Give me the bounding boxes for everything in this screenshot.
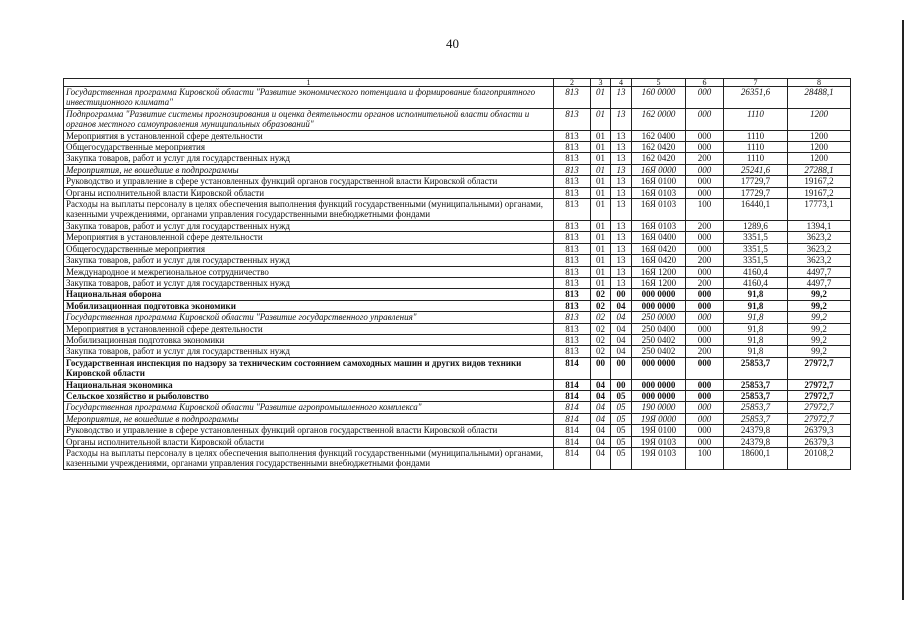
table-row	[64, 266, 851, 277]
code-subsection-cell: 00	[611, 289, 632, 300]
code-admin-cell: 814	[554, 357, 591, 379]
code-target-cell: 16Я 0400	[632, 232, 686, 243]
table-row	[64, 255, 851, 266]
row-name-cell: Расходы на выплаты персоналу в целях обеспечения выполнения функций государственными (муниципальными) органами, казенными учреждениями, органами управления государственными внебюджетными фондами	[64, 448, 554, 470]
row-name-cell: Закупка товаров, работ и услуг для государственных нужд	[64, 153, 554, 164]
row-name-cell: Органы исполнительной власти Кировской области	[64, 436, 554, 447]
header-cell: 6	[686, 79, 724, 87]
code-section-cell: 01	[591, 164, 611, 175]
code-admin-cell: 813	[554, 323, 591, 334]
header-cell: 3	[591, 79, 611, 87]
table-row	[64, 334, 851, 345]
row-name-cell: Закупка товаров, работ и услуг для государственных нужд	[64, 255, 554, 266]
code-type-cell: 200	[686, 255, 724, 266]
code-section-cell: 00	[591, 357, 611, 379]
code-section-cell: 02	[591, 289, 611, 300]
amount-year1-cell: 17729,7	[724, 187, 788, 198]
row-name-cell: Международное и межрегиональное сотрудничество	[64, 266, 554, 277]
table-row	[64, 390, 851, 401]
code-subsection-cell: 13	[611, 87, 632, 109]
code-target-cell: 16Я 0103	[632, 220, 686, 231]
code-target-cell: 000 0000	[632, 379, 686, 390]
amount-year1-cell: 3351,5	[724, 232, 788, 243]
code-type-cell: 200	[686, 277, 724, 288]
code-subsection-cell: 13	[611, 243, 632, 254]
row-name-cell: Органы исполнительной власти Кировской области	[64, 187, 554, 198]
table-row	[64, 153, 851, 164]
code-type-cell: 200	[686, 153, 724, 164]
amount-year2-cell: 28488,1	[788, 87, 851, 109]
row-name-cell: Сельское хозяйство и рыболовство	[64, 390, 554, 401]
code-admin-cell: 814	[554, 390, 591, 401]
table-row	[64, 402, 851, 413]
code-admin-cell: 813	[554, 220, 591, 231]
code-section-cell: 02	[591, 334, 611, 345]
code-target-cell: 160 0000	[632, 87, 686, 109]
code-admin-cell: 813	[554, 176, 591, 187]
code-section-cell: 01	[591, 130, 611, 141]
amount-year1-cell: 26351,6	[724, 87, 788, 109]
code-type-cell: 000	[686, 176, 724, 187]
code-admin-cell: 813	[554, 277, 591, 288]
code-type-cell: 000	[686, 164, 724, 175]
code-type-cell: 000	[686, 300, 724, 311]
amount-year2-cell: 1200	[788, 153, 851, 164]
code-target-cell: 19Я 0000	[632, 413, 686, 424]
amount-year2-cell: 3623,2	[788, 243, 851, 254]
code-section-cell: 01	[591, 255, 611, 266]
table-row	[64, 243, 851, 254]
amount-year2-cell: 1200	[788, 108, 851, 130]
code-subsection-cell: 13	[611, 153, 632, 164]
code-type-cell: 000	[686, 357, 724, 379]
amount-year1-cell: 1110	[724, 153, 788, 164]
amount-year1-cell: 1110	[724, 142, 788, 153]
amount-year2-cell: 99,2	[788, 289, 851, 300]
code-type-cell: 000	[686, 402, 724, 413]
code-type-cell: 000	[686, 130, 724, 141]
code-admin-cell: 814	[554, 436, 591, 447]
amount-year1-cell: 91,8	[724, 323, 788, 334]
code-subsection-cell: 04	[611, 323, 632, 334]
code-admin-cell: 813	[554, 130, 591, 141]
code-subsection-cell: 04	[611, 300, 632, 311]
row-name-cell: Национальная оборона	[64, 289, 554, 300]
code-admin-cell: 813	[554, 87, 591, 109]
code-type-cell: 000	[686, 390, 724, 401]
row-name-cell: Мобилизационная подготовка экономики	[64, 300, 554, 311]
row-name-cell: Государственная программа Кировской области "Развитие государственного управления"	[64, 312, 554, 323]
code-target-cell: 16Я 0420	[632, 255, 686, 266]
row-name-cell: Мероприятия, не вошедшие в подпрограммы	[64, 413, 554, 424]
row-name-cell: Общегосударственные мероприятия	[64, 243, 554, 254]
amount-year2-cell: 27972,7	[788, 357, 851, 379]
code-type-cell: 000	[686, 379, 724, 390]
code-type-cell: 000	[686, 436, 724, 447]
amount-year2-cell: 27288,1	[788, 164, 851, 175]
code-section-cell: 01	[591, 243, 611, 254]
code-type-cell: 000	[686, 243, 724, 254]
row-name-cell: Подпрограмма "Развитие системы прогнозирования и оценка деятельности органов исполнительной власти области и органов местного самоуправления муниципальных образований"	[64, 108, 554, 130]
table-row	[64, 346, 851, 357]
amount-year2-cell: 1200	[788, 142, 851, 153]
code-type-cell: 000	[686, 232, 724, 243]
code-target-cell: 16Я 0103	[632, 199, 686, 221]
code-section-cell: 01	[591, 176, 611, 187]
header-cell: 4	[611, 79, 632, 87]
amount-year2-cell: 27972,7	[788, 413, 851, 424]
code-admin-cell: 814	[554, 402, 591, 413]
amount-year1-cell: 4160,4	[724, 266, 788, 277]
code-target-cell: 19Я 0100	[632, 425, 686, 436]
code-type-cell: 000	[686, 323, 724, 334]
row-name-cell: Государственная программа Кировской области "Развитие агропромышленного комплекса"	[64, 402, 554, 413]
code-section-cell: 04	[591, 436, 611, 447]
amount-year2-cell: 27972,7	[788, 402, 851, 413]
amount-year2-cell: 3623,2	[788, 232, 851, 243]
amount-year2-cell: 3623,2	[788, 255, 851, 266]
code-section-cell: 01	[591, 232, 611, 243]
table-row	[64, 448, 851, 470]
table-row	[64, 413, 851, 424]
code-admin-cell: 813	[554, 232, 591, 243]
code-subsection-cell: 13	[611, 108, 632, 130]
code-subsection-cell: 04	[611, 312, 632, 323]
row-name-cell: Мероприятия в установленной сфере деятельности	[64, 130, 554, 141]
amount-year2-cell: 19167,2	[788, 176, 851, 187]
code-subsection-cell: 00	[611, 357, 632, 379]
code-section-cell: 02	[591, 323, 611, 334]
code-admin-cell: 814	[554, 413, 591, 424]
code-target-cell: 162 0000	[632, 108, 686, 130]
amount-year1-cell: 25853,7	[724, 357, 788, 379]
code-subsection-cell: 05	[611, 390, 632, 401]
table-row	[64, 87, 851, 109]
table-row	[64, 289, 851, 300]
code-admin-cell: 813	[554, 312, 591, 323]
code-target-cell: 250 0000	[632, 312, 686, 323]
amount-year2-cell: 99,2	[788, 323, 851, 334]
code-subsection-cell: 13	[611, 176, 632, 187]
amount-year2-cell: 17773,1	[788, 199, 851, 221]
code-subsection-cell: 13	[611, 130, 632, 141]
code-subsection-cell: 13	[611, 220, 632, 231]
code-section-cell: 01	[591, 87, 611, 109]
table-row	[64, 142, 851, 153]
code-subsection-cell: 04	[611, 334, 632, 345]
code-target-cell: 190 0000	[632, 402, 686, 413]
code-section-cell: 04	[591, 448, 611, 470]
table-row	[64, 357, 851, 379]
code-subsection-cell: 04	[611, 346, 632, 357]
row-name-cell: Закупка товаров, работ и услуг для государственных нужд	[64, 277, 554, 288]
amount-year2-cell: 4497,7	[788, 266, 851, 277]
code-section-cell: 04	[591, 413, 611, 424]
code-target-cell: 19Я 0103	[632, 436, 686, 447]
amount-year1-cell: 1110	[724, 130, 788, 141]
amount-year2-cell: 19167,2	[788, 187, 851, 198]
amount-year1-cell: 91,8	[724, 334, 788, 345]
code-subsection-cell: 13	[611, 164, 632, 175]
amount-year1-cell: 3351,5	[724, 243, 788, 254]
code-subsection-cell: 13	[611, 232, 632, 243]
amount-year1-cell: 91,8	[724, 312, 788, 323]
header-cell: 7	[724, 79, 788, 87]
row-name-cell: Общегосударственные мероприятия	[64, 142, 554, 153]
code-section-cell: 01	[591, 220, 611, 231]
budget-table	[63, 78, 851, 470]
code-type-cell: 000	[686, 289, 724, 300]
code-subsection-cell: 13	[611, 142, 632, 153]
code-target-cell: 16Я 0000	[632, 164, 686, 175]
amount-year1-cell: 25853,7	[724, 402, 788, 413]
amount-year1-cell: 4160,4	[724, 277, 788, 288]
code-section-cell: 02	[591, 312, 611, 323]
code-admin-cell: 814	[554, 448, 591, 470]
table-row	[64, 436, 851, 447]
code-target-cell: 000 0000	[632, 390, 686, 401]
amount-year1-cell: 25241,6	[724, 164, 788, 175]
code-subsection-cell: 13	[611, 277, 632, 288]
amount-year2-cell: 26379,3	[788, 425, 851, 436]
header-cell: 8	[788, 79, 851, 87]
code-target-cell: 162 0420	[632, 142, 686, 153]
code-admin-cell: 813	[554, 199, 591, 221]
table-row	[64, 176, 851, 187]
table-row	[64, 108, 851, 130]
code-type-cell: 000	[686, 334, 724, 345]
code-subsection-cell: 13	[611, 199, 632, 221]
code-target-cell: 16Я 0420	[632, 243, 686, 254]
amount-year1-cell: 25853,7	[724, 379, 788, 390]
table-row	[64, 425, 851, 436]
code-section-cell: 01	[591, 108, 611, 130]
amount-year1-cell: 17729,7	[724, 176, 788, 187]
table-row	[64, 130, 851, 141]
amount-year2-cell: 4497,7	[788, 277, 851, 288]
code-target-cell: 16Я 1200	[632, 266, 686, 277]
code-target-cell: 162 0420	[632, 153, 686, 164]
code-subsection-cell: 13	[611, 266, 632, 277]
header-cell: 1	[64, 79, 554, 87]
amount-year2-cell: 99,2	[788, 346, 851, 357]
row-name-cell: Мобилизационная подготовка экономики	[64, 334, 554, 345]
amount-year1-cell: 91,8	[724, 289, 788, 300]
row-name-cell: Мероприятия, не вошедшие в подпрограммы	[64, 164, 554, 175]
code-subsection-cell: 13	[611, 187, 632, 198]
code-admin-cell: 813	[554, 164, 591, 175]
code-admin-cell: 813	[554, 142, 591, 153]
row-name-cell: Закупка товаров, работ и услуг для государственных нужд	[64, 346, 554, 357]
table-row	[64, 300, 851, 311]
code-type-cell: 000	[686, 266, 724, 277]
table-row	[64, 277, 851, 288]
code-admin-cell: 813	[554, 243, 591, 254]
table-row	[64, 199, 851, 221]
table-row	[64, 232, 851, 243]
row-name-cell: Закупка товаров, работ и услуг для государственных нужд	[64, 220, 554, 231]
amount-year1-cell: 18600,1	[724, 448, 788, 470]
row-name-cell: Национальная экономика	[64, 379, 554, 390]
code-target-cell: 250 0402	[632, 346, 686, 357]
amount-year2-cell: 1200	[788, 130, 851, 141]
amount-year1-cell: 1110	[724, 108, 788, 130]
header-cell: 2	[554, 79, 591, 87]
row-name-cell: Государственная инспекция по надзору за техническим состоянием самоходных машин и других видов техники Кировской области	[64, 357, 554, 379]
table-row	[64, 323, 851, 334]
code-type-cell: 100	[686, 199, 724, 221]
code-target-cell: 16Я 0103	[632, 187, 686, 198]
code-type-cell: 000	[686, 108, 724, 130]
code-type-cell: 000	[686, 87, 724, 109]
code-type-cell: 100	[686, 448, 724, 470]
amount-year2-cell: 27972,7	[788, 379, 851, 390]
amount-year2-cell: 20108,2	[788, 448, 851, 470]
table-header-row	[64, 79, 851, 87]
code-section-cell: 01	[591, 153, 611, 164]
code-admin-cell: 813	[554, 108, 591, 130]
code-subsection-cell: 00	[611, 379, 632, 390]
amount-year1-cell: 3351,5	[724, 255, 788, 266]
code-section-cell: 04	[591, 379, 611, 390]
amount-year1-cell: 91,8	[724, 346, 788, 357]
code-section-cell: 01	[591, 266, 611, 277]
amount-year2-cell: 1394,1	[788, 220, 851, 231]
code-type-cell: 000	[686, 142, 724, 153]
code-type-cell: 000	[686, 425, 724, 436]
amount-year2-cell: 99,2	[788, 334, 851, 345]
code-type-cell: 200	[686, 220, 724, 231]
code-section-cell: 01	[591, 187, 611, 198]
code-admin-cell: 813	[554, 266, 591, 277]
code-section-cell: 01	[591, 199, 611, 221]
code-target-cell: 000 0000	[632, 357, 686, 379]
amount-year1-cell: 1289,6	[724, 220, 788, 231]
amount-year2-cell: 99,2	[788, 312, 851, 323]
code-admin-cell: 813	[554, 346, 591, 357]
amount-year1-cell: 24379,8	[724, 436, 788, 447]
code-admin-cell: 813	[554, 187, 591, 198]
amount-year2-cell: 27972,7	[788, 390, 851, 401]
code-target-cell: 19Я 0103	[632, 448, 686, 470]
table-row	[64, 220, 851, 231]
row-name-cell: Мероприятия в установленной сфере деятельности	[64, 232, 554, 243]
amount-year1-cell: 25853,7	[724, 413, 788, 424]
table-row	[64, 379, 851, 390]
code-section-cell: 01	[591, 142, 611, 153]
code-target-cell: 250 0400	[632, 323, 686, 334]
code-subsection-cell: 05	[611, 448, 632, 470]
code-target-cell: 16Я 1200	[632, 277, 686, 288]
code-section-cell: 02	[591, 346, 611, 357]
code-section-cell: 02	[591, 300, 611, 311]
code-admin-cell: 813	[554, 153, 591, 164]
code-admin-cell: 814	[554, 425, 591, 436]
code-target-cell: 000 0000	[632, 289, 686, 300]
header-cell: 5	[632, 79, 686, 87]
table-row	[64, 187, 851, 198]
code-subsection-cell: 13	[611, 255, 632, 266]
code-target-cell: 000 0000	[632, 300, 686, 311]
amount-year2-cell: 26379,3	[788, 436, 851, 447]
code-admin-cell: 813	[554, 289, 591, 300]
code-subsection-cell: 05	[611, 402, 632, 413]
code-subsection-cell: 05	[611, 413, 632, 424]
row-name-cell: Расходы на выплаты персоналу в целях обеспечения выполнения функций государственными (муниципальными) органами, казенными учреждениями, органами управления государственными внебюджетными фондами	[64, 199, 554, 221]
code-admin-cell: 813	[554, 255, 591, 266]
table-row	[64, 164, 851, 175]
amount-year1-cell: 16440,1	[724, 199, 788, 221]
code-type-cell: 000	[686, 187, 724, 198]
code-target-cell: 250 0402	[632, 334, 686, 345]
code-section-cell: 04	[591, 425, 611, 436]
code-admin-cell: 813	[554, 334, 591, 345]
code-target-cell: 162 0400	[632, 130, 686, 141]
row-name-cell: Руководство и управление в сфере установленных функций органов государственной власти Кировской области	[64, 176, 554, 187]
amount-year1-cell: 91,8	[724, 300, 788, 311]
row-name-cell: Государственная программа Кировской области "Развитие экономического потенциала и формирование благоприятного инвестиционного климата"	[64, 87, 554, 109]
amount-year2-cell: 99,2	[788, 300, 851, 311]
scan-edge-line	[902, 20, 904, 600]
code-admin-cell: 813	[554, 300, 591, 311]
table-row	[64, 312, 851, 323]
code-target-cell: 16Я 0100	[632, 176, 686, 187]
amount-year1-cell: 25853,7	[724, 390, 788, 401]
code-subsection-cell: 05	[611, 425, 632, 436]
code-admin-cell: 814	[554, 379, 591, 390]
code-section-cell: 04	[591, 402, 611, 413]
code-type-cell: 000	[686, 312, 724, 323]
code-type-cell: 000	[686, 413, 724, 424]
code-section-cell: 01	[591, 277, 611, 288]
row-name-cell: Мероприятия в установленной сфере деятельности	[64, 323, 554, 334]
amount-year1-cell: 24379,8	[724, 425, 788, 436]
row-name-cell: Руководство и управление в сфере установленных функций органов государственной власти Кировской области	[64, 425, 554, 436]
code-section-cell: 04	[591, 390, 611, 401]
code-subsection-cell: 05	[611, 436, 632, 447]
code-type-cell: 200	[686, 346, 724, 357]
page-number: 40	[446, 36, 459, 51]
